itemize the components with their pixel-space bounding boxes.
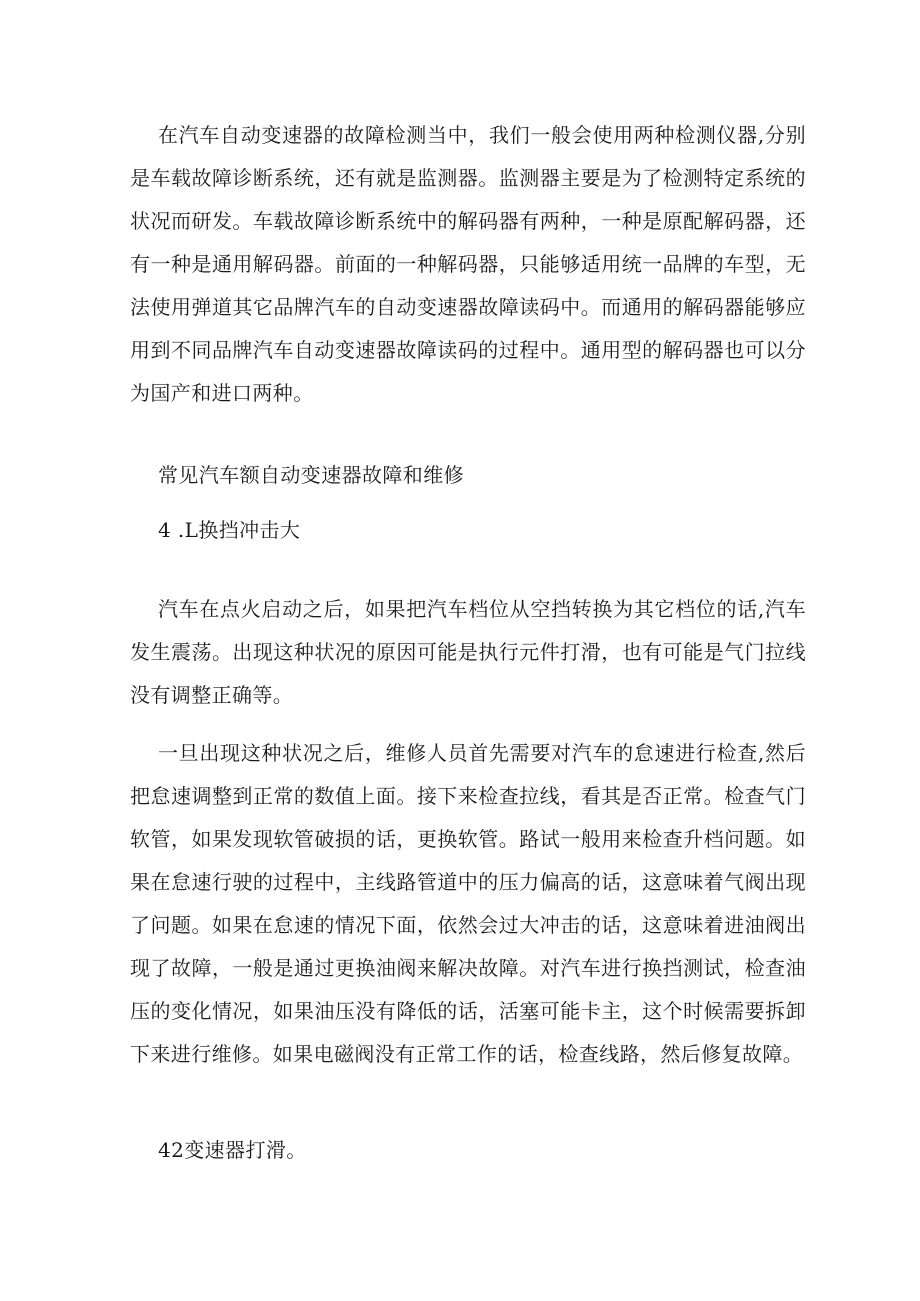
- paragraph-shift-shock-symptom: 汽车在点火启动之后，如果把汽车档位从空挡转换为其它档位的话,汽车发生震荡。出现这种状况的原因可能是执行元件打滑，也有可能是气门拉线没有调整正确等。: [130, 597, 806, 707]
- paragraph-shift-shock-repair: 一旦出现这种状况之后，维修人员首先需要对汽车的怠速进行检查,然后把怠速调整到正常的数值上面。接下来检查拉线，看其是否正常。检查气门软管，如果发现软管破损的话，更换软管。路试一般用来检查升档问题。如果在怠速行驶的过程中，主线路管道中的压力偏高的话，这意味着气阀出现了问题。如果在怠速的情况下面，依然会过大冲击的话，这意味着进油阀出现了故障，一般是通过更换油阀来解决故障。对汽车进行换挡测试，检查油压的变化情况，如果油压没有降低的话，活塞可能卡主，这个时候需要拆卸下来进行维修。如果电磁阀没有正常工作的话，检查线路，然后修复故障。: [130, 741, 806, 1066]
- subheading-shift-shock: 4 .L换挡冲击大: [158, 518, 301, 542]
- paragraph-detection-instruments: 在汽车自动变速器的故障检测当中，我们一般会使用两种检测仪器,分别是车载故障诊断系统，还有就是监测器。监测器主要是为了检测特定系统的状况而研发。车载故障诊断系统中的解码器有两种，一种是原配解码器，还有一种是通用解码器。前面的一种解码器，只能够适用统一品牌的车型，无法使用弹道其它品牌汽车的自动变速器故障读码中。而通用的解码器能够应用到不同品牌汽车自动变速器故障读码的过程中。通用型的解码器也可以分为国产和进口两种。: [130, 123, 806, 405]
- subheading-transmission-slip: 42变速器打滑。: [158, 1138, 307, 1162]
- section-title: 常见汽车额自动变速器故障和维修: [158, 463, 464, 487]
